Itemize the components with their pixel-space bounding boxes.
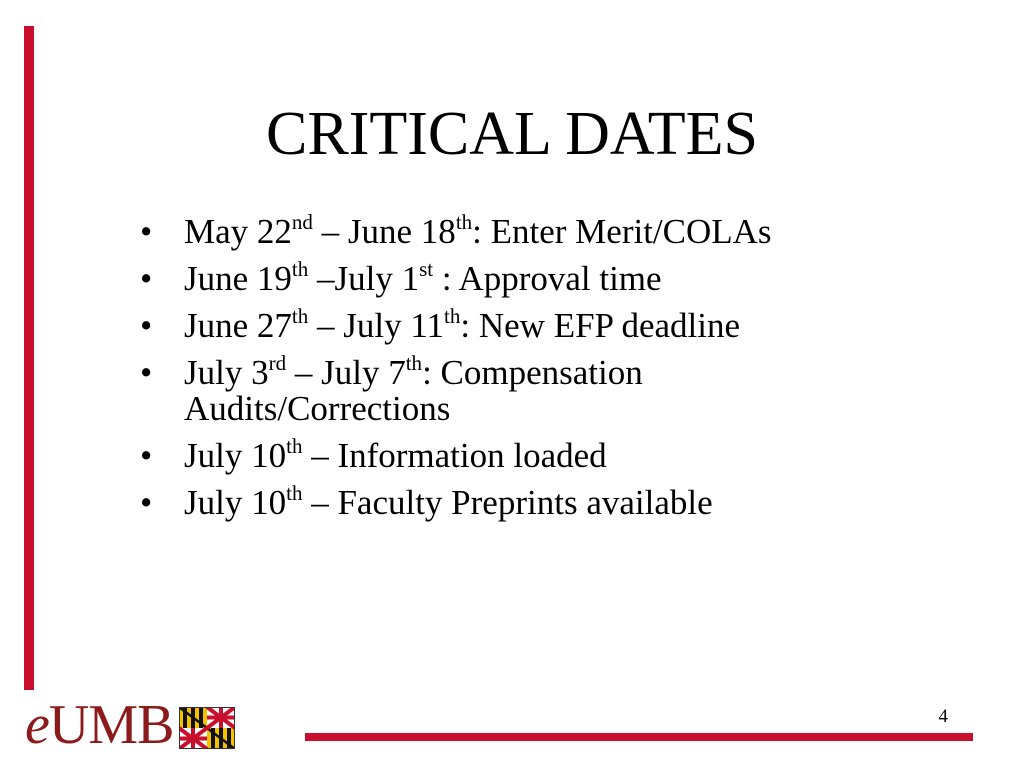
bullet-line	[184, 210, 900, 251]
bullet-item	[140, 351, 900, 428]
page-number: 4	[938, 706, 948, 727]
bullet-line	[184, 391, 900, 427]
bottom-accent-bar	[305, 733, 973, 741]
ordinal-suffix: th	[286, 434, 303, 458]
bullet-text: : Compensation	[422, 353, 643, 392]
bullet-icon: •	[140, 306, 153, 345]
bullet-text: Audits/Corrections	[184, 389, 451, 428]
ordinal-suffix: th	[286, 481, 303, 505]
ordinal-suffix: th	[455, 210, 473, 234]
logo-wordmark	[25, 693, 173, 757]
bullet-text: : New EFP deadline	[460, 306, 741, 345]
bullet-item	[140, 481, 900, 522]
bullet-line	[184, 304, 900, 345]
slide-title: CRITICAL DATES	[266, 100, 758, 168]
bullet-text: – June 18	[312, 212, 456, 251]
bullet-icon: •	[140, 436, 153, 475]
bullet-line	[184, 351, 900, 392]
bullet-icon: •	[140, 212, 153, 251]
logo-name: UMB	[48, 694, 174, 756]
bullet-text: July 3	[184, 353, 269, 392]
bullet-item	[140, 304, 900, 345]
bullet-text: – Faculty Preprints available	[302, 483, 713, 522]
eumb-logo	[25, 693, 235, 763]
bullet-item	[140, 434, 900, 475]
bullet-item	[140, 210, 900, 251]
bullet-line	[184, 481, 900, 522]
bullet-line	[184, 434, 900, 475]
bullet-icon: •	[140, 353, 153, 392]
ordinal-suffix: nd	[291, 210, 313, 234]
bullet-text: May 22	[184, 212, 292, 251]
bullet-text: – July 7	[286, 353, 406, 392]
bullet-text: July 10	[184, 483, 287, 522]
bullet-text: : Enter Merit/COLAs	[472, 212, 772, 251]
ordinal-suffix: rd	[268, 351, 287, 375]
ordinal-suffix: th	[405, 351, 423, 375]
bullet-line	[184, 257, 900, 298]
maryland-flag-icon	[179, 707, 235, 754]
bullet-icon: •	[140, 483, 153, 522]
bullet-text: June 19	[184, 259, 292, 298]
ordinal-suffix: th	[291, 304, 309, 328]
ordinal-suffix: st	[419, 257, 434, 281]
bullet-text: : Approval time	[433, 259, 662, 298]
ordinal-suffix: th	[291, 257, 309, 281]
bullet-text: June 27	[184, 306, 292, 345]
bullet-text: –July 1	[308, 259, 420, 298]
logo-prefix: e	[25, 694, 49, 756]
bullet-list	[140, 210, 900, 532]
ordinal-suffix: th	[444, 304, 461, 328]
bullet-text: – July 11	[308, 306, 445, 345]
bullet-item	[140, 257, 900, 298]
bullet-text: July 10	[184, 436, 287, 475]
bullet-icon: •	[140, 259, 153, 298]
bullet-text: – Information loaded	[302, 436, 607, 475]
